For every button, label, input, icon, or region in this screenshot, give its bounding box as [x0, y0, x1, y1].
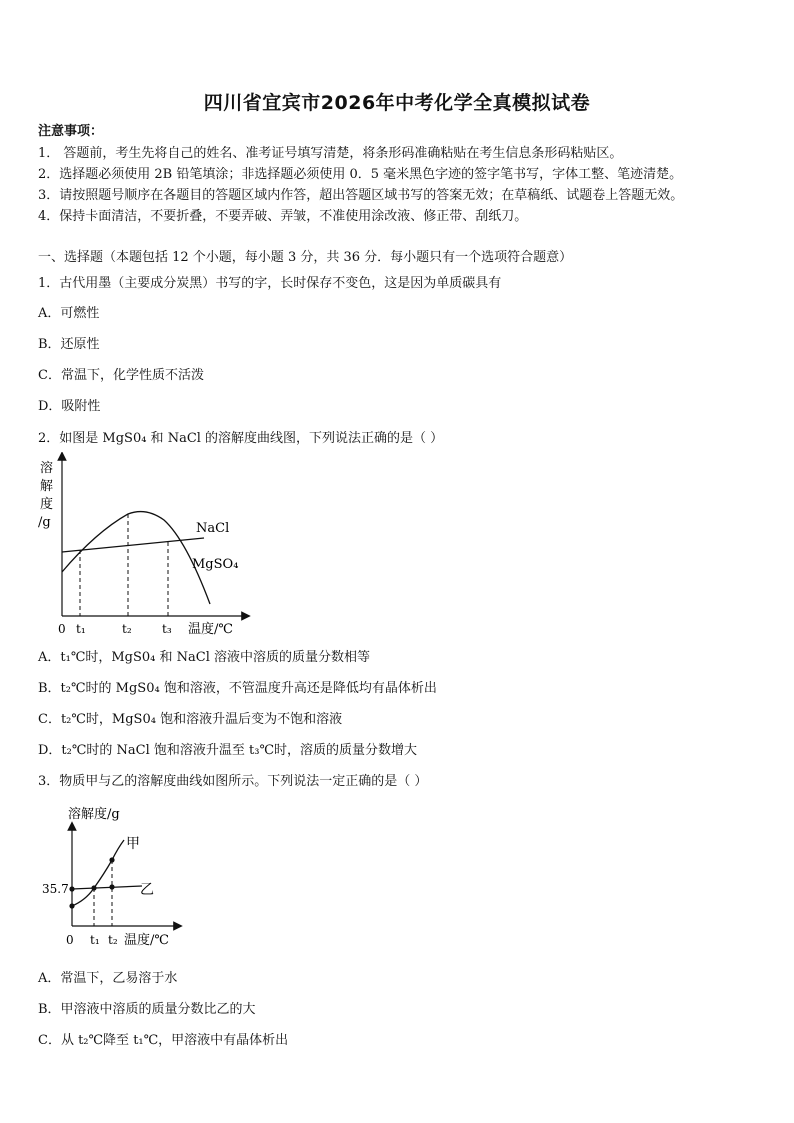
q1-option-c: C．常温下，化学性质不活泼 — [38, 368, 204, 383]
solubility-figure-1 — [36, 452, 256, 642]
q2-option-d: D．t₂℃时的 NaCl 饱和溶液升温至 t₃℃时，溶质的质量分数增大 — [38, 743, 418, 758]
notice-item: 4．保持卡面清洁，不要折叠，不要弄破、弄皱，不准使用涂改液、修正带、刮纸刀。 — [38, 209, 528, 224]
q1-option-b: B．还原性 — [38, 337, 100, 352]
question-3-stem: 3．物质甲与乙的溶解度曲线如图所示。下列说法一定正确的是（ ） — [38, 774, 428, 789]
notice-item: 2．选择题必须使用 2B 铅笔填涂；非选择题必须使用 0．5 毫米黑色字迹的签字笔书写，字体工整、笔迹清楚。 — [38, 167, 683, 182]
q3-option-a: A．常温下，乙易溶于水 — [38, 971, 178, 986]
y-axis-label: 解 — [40, 479, 54, 494]
data-point — [69, 886, 74, 891]
origin-label: 0 — [66, 933, 74, 947]
page-title: 四川省宜宾市2026年中考化学全真模拟试卷 — [203, 92, 591, 114]
jia-curve — [72, 840, 124, 906]
notice-item: 3．请按照题号顺序在各题目的答题区域内作答，超出答题区域书写的答案无效；在草稿纸、试题卷上答题无效。 — [38, 188, 684, 203]
y-axis-label: 度 — [40, 497, 54, 512]
origin-label: 0 — [58, 622, 66, 636]
yi-curve — [72, 886, 142, 889]
question-1-stem: 1．古代用墨（主要成分炭黑）书写的字，长时保存不变色，这是因为单质碳具有 — [38, 276, 502, 291]
tick-label-t2: t₂ — [122, 622, 132, 636]
mgso4-curve — [62, 512, 210, 604]
q2-option-c: C．t₂℃时，MgS0₄ 饱和溶液升温后变为不饱和溶液 — [38, 712, 343, 727]
series-label-nacl: NaCl — [196, 521, 230, 536]
q2-option-a: A．t₁℃时，MgS0₄ 和 NaCl 溶液中溶质的质量分数相等 — [38, 650, 371, 665]
section-heading: 一、选择题（本题包括 12 个小题，每小题 3 分，共 36 分．每小题只有一个选项符合题意） — [38, 250, 573, 265]
q2-option-b: B．t₂℃时的 MgS0₄ 饱和溶液，不管温度升高还是降低均有晶体析出 — [38, 681, 437, 696]
notice-item: 1． 答题前，考生先将自己的姓名、准考证号填写清楚，将条形码准确粘贴在考生信息条形码粘贴区。 — [38, 146, 623, 161]
series-label-mgso4: MgSO₄ — [192, 557, 239, 572]
question-2-stem: 2．如图是 MgS0₄ 和 NaCl 的溶解度曲线图，下列说法正确的是（ ） — [38, 431, 444, 446]
y-axis-label: /g — [38, 515, 51, 530]
tick-label-t3: t₃ — [162, 622, 172, 636]
series-label-jia: 甲 — [126, 836, 140, 852]
tick-label-t2: t₂ — [108, 933, 118, 947]
q3-option-b: B．甲溶液中溶质的质量分数比乙的大 — [38, 1002, 256, 1017]
q3-option-c: C．从 t₂℃降至 t₁℃，甲溶液中有晶体析出 — [38, 1033, 289, 1048]
solubility-figure-2 — [38, 804, 198, 950]
q1-option-d: D．吸附性 — [38, 399, 101, 414]
x-axis-label: 温度/℃ — [124, 933, 169, 948]
q1-option-a: A．可燃性 — [38, 306, 100, 321]
notice-heading: 注意事项： — [38, 124, 104, 139]
data-point — [69, 903, 74, 908]
series-label-yi: 乙 — [140, 882, 154, 898]
y-axis-label: 溶解度/g — [68, 807, 120, 822]
y-value-label: 35.7 — [42, 882, 69, 896]
tick-label-t1: t₁ — [76, 622, 86, 636]
tick-label-t1: t₁ — [90, 933, 100, 947]
y-axis-label: 溶 — [40, 461, 54, 476]
x-axis-label: 温度/℃ — [188, 622, 233, 637]
